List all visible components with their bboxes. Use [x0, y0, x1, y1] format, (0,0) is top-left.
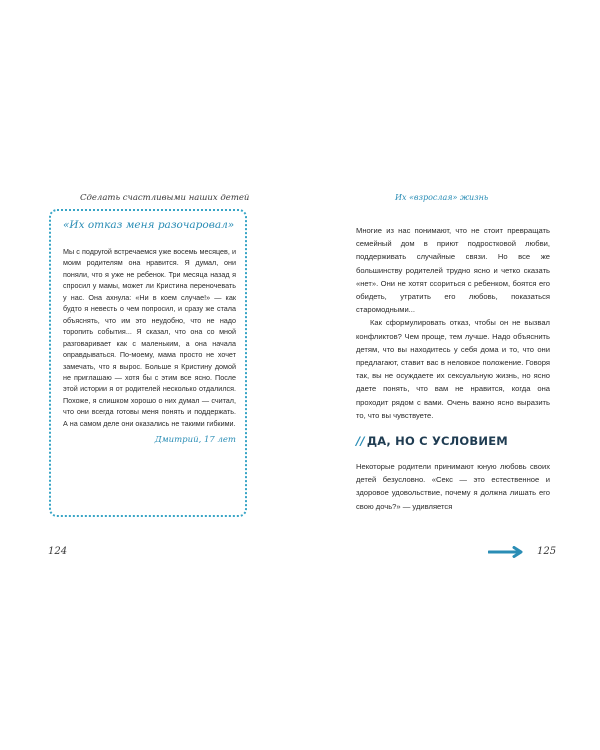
sidebar-text: Мы с подругой встречаемся уже восемь месяцев, и моим родителям она нравится. Я думал, они поняли, что я уже не ребенок. Три месяца назад я спросил у мамы, может ли Кристина переночевать у нас. Она ахнула: «Ни в коем случае!» — как будто я невесть о чем попросил, и сразу же стала объяснять, что им это неудобно, что не надо торопить события... Я сказал, что она со мной разговаривает как с маленьким, а она начала оправдываться. По-моему, мама просто не хочет замечать, что я вырос. Больше я Кристину домой не приглашаю — хотя бы с этим все ясно. После этой истории я от родителей несколько отдалился. Похоже, я слишком хорошо о них думал — считал, что они всегда готовы меня понять и поддержать. А на самом деле они оказались не такими гибкими. [63, 247, 236, 428]
body-text-block [356, 224, 550, 422]
right-page [300, 0, 600, 750]
page-number: 124 [48, 546, 68, 557]
page-number: 125 [537, 546, 557, 557]
arrow-right-icon [488, 546, 528, 558]
quote-sidebar [49, 209, 247, 517]
paragraph: Как сформулировать отказ, чтобы он не вызвал конфликтов? Чем проще, тем лучше. Надо объяснить детям, что вы находитесь у себя дома и то, что они предлагают, ставит вас в неловкое положение. Говоря так, вы не осуждаете их сексуальную жизнь, но ясно даете понять, что вам не нравится, когда она проходит рядом с вами. Очень важно ясно выразить то, что вы чувствуете. [356, 318, 550, 420]
running-header: Их «взрослая» жизнь [395, 193, 489, 202]
sidebar-title: «Их отказ меня разочаровал» [63, 219, 235, 231]
paragraph: Многие из нас понимают, что не стоит превращать семейный дом в приют подростковой любви, поддерживать случайные связи. Но все же большинству родителей трудно ясно и четко сказать «нет». Они не хотят ссориться с ребенком, боятся его обидеть, утратить его любовь, показаться старомодными... [356, 226, 550, 315]
running-header: Сделать счастливыми наших детей [80, 193, 250, 203]
heading-slash: // [356, 434, 365, 448]
sidebar-signature: Дмитрий, 17 лет [154, 435, 236, 446]
body-text-block [356, 460, 550, 513]
paragraph: Некоторые родители принимают юную любовь своих детей безусловно. «Секс — это естественное и здоровое удовольствие, почему я должна лишать его свою дочь?» — удивляется [356, 462, 550, 511]
section-heading [356, 434, 508, 448]
heading-text: ДА, НО С УСЛОВИЕМ [366, 434, 508, 448]
